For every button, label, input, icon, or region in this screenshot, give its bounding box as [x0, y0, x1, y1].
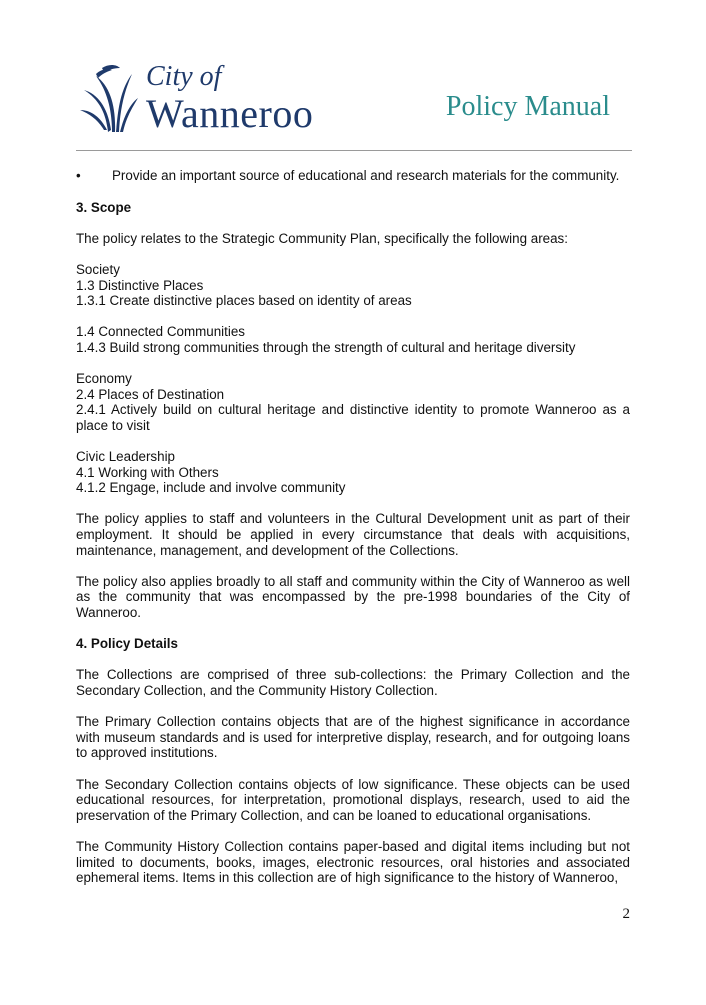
scope-intro: The policy relates to the Strategic Community Plan, specifically the following areas:: [76, 230, 568, 246]
logo-name-text: Wanneroo: [146, 91, 314, 136]
connected-line: 1.4.3 Build strong communities through the strength of cultural and heritage diversity: [76, 339, 576, 355]
bullet-dot-icon: •: [76, 168, 81, 183]
economy-item: 2.4.1 Actively build on cultural heritage and distinctive identity to promote Wanneroo as a place to visit: [76, 402, 630, 433]
applies-broadly-paragraph: The policy also applies broadly to all staff and community within the City of Wanneroo as well as the community that was encompassed by the pre-1998 boundaries of the City of Wanneroo.: [76, 573, 630, 621]
civic-line: Civic Leadership: [76, 449, 175, 465]
reed-emblem-icon: [78, 64, 140, 134]
society-line: Society: [76, 261, 120, 277]
applies-staff-paragraph: The policy applies to staff and volunteers in the Cultural Development unit as part of their employment. It should be applied in every circumstance that deals with acquisitions, maintenance, management, and development of the Collections.: [76, 511, 630, 558]
economy-line: 2.4 Places of Destination: [76, 386, 225, 402]
bullet-text: Provide an important source of educational and research materials for the community.: [112, 168, 620, 183]
civic-group: [76, 449, 630, 496]
economy-group: [76, 371, 630, 433]
connected-group: [76, 324, 630, 355]
document-body: [76, 168, 630, 901]
page-header: [0, 0, 706, 152]
society-line: 1.3.1 Create distinctive places based on identity of areas: [76, 293, 412, 309]
community-history-paragraph: The Community History Collection contains paper-based and digital items including but not limited to documents, books, images, electronic resources, oral histories and associated ephemeral items. Items in this collection are of high significance to the history of Wanneroo,: [76, 838, 630, 886]
section-heading-scope: 3. Scope: [76, 199, 132, 215]
header-divider: [76, 150, 632, 151]
bullet-item: [76, 168, 630, 184]
primary-collection-paragraph: The Primary Collection contains objects that are of the highest significance in accordance with museum standards and is used for interpretive display, research, and for outgoing loans to approved institutions.: [76, 714, 630, 761]
section-heading-policy-details: 4. Policy Details: [76, 636, 178, 652]
society-line: 1.3 Distinctive Places: [76, 277, 204, 293]
economy-line: Economy: [76, 371, 132, 387]
logo-city-text: City of: [146, 61, 222, 92]
collections-intro-paragraph: The Collections are comprised of three sub-collections: the Primary Collection and the Secondary Collection, and the Community History Collection.: [76, 667, 630, 698]
civic-line: 4.1 Working with Others: [76, 464, 219, 480]
city-logo: [78, 62, 328, 137]
connected-line: 1.4 Connected Communities: [76, 324, 245, 340]
page-number: 2: [622, 906, 630, 922]
society-group: [76, 262, 630, 309]
civic-line: 4.1.2 Engage, include and involve community: [76, 480, 346, 496]
manual-title: Policy Manual: [445, 91, 610, 122]
secondary-collection-paragraph: The Secondary Collection contains objects of low significance. These objects can be used educational resources, for interpretation, promotional displays, research, used to aid the preservation of the Primary Collection, and can be loaned to educational organisations.: [76, 776, 630, 823]
